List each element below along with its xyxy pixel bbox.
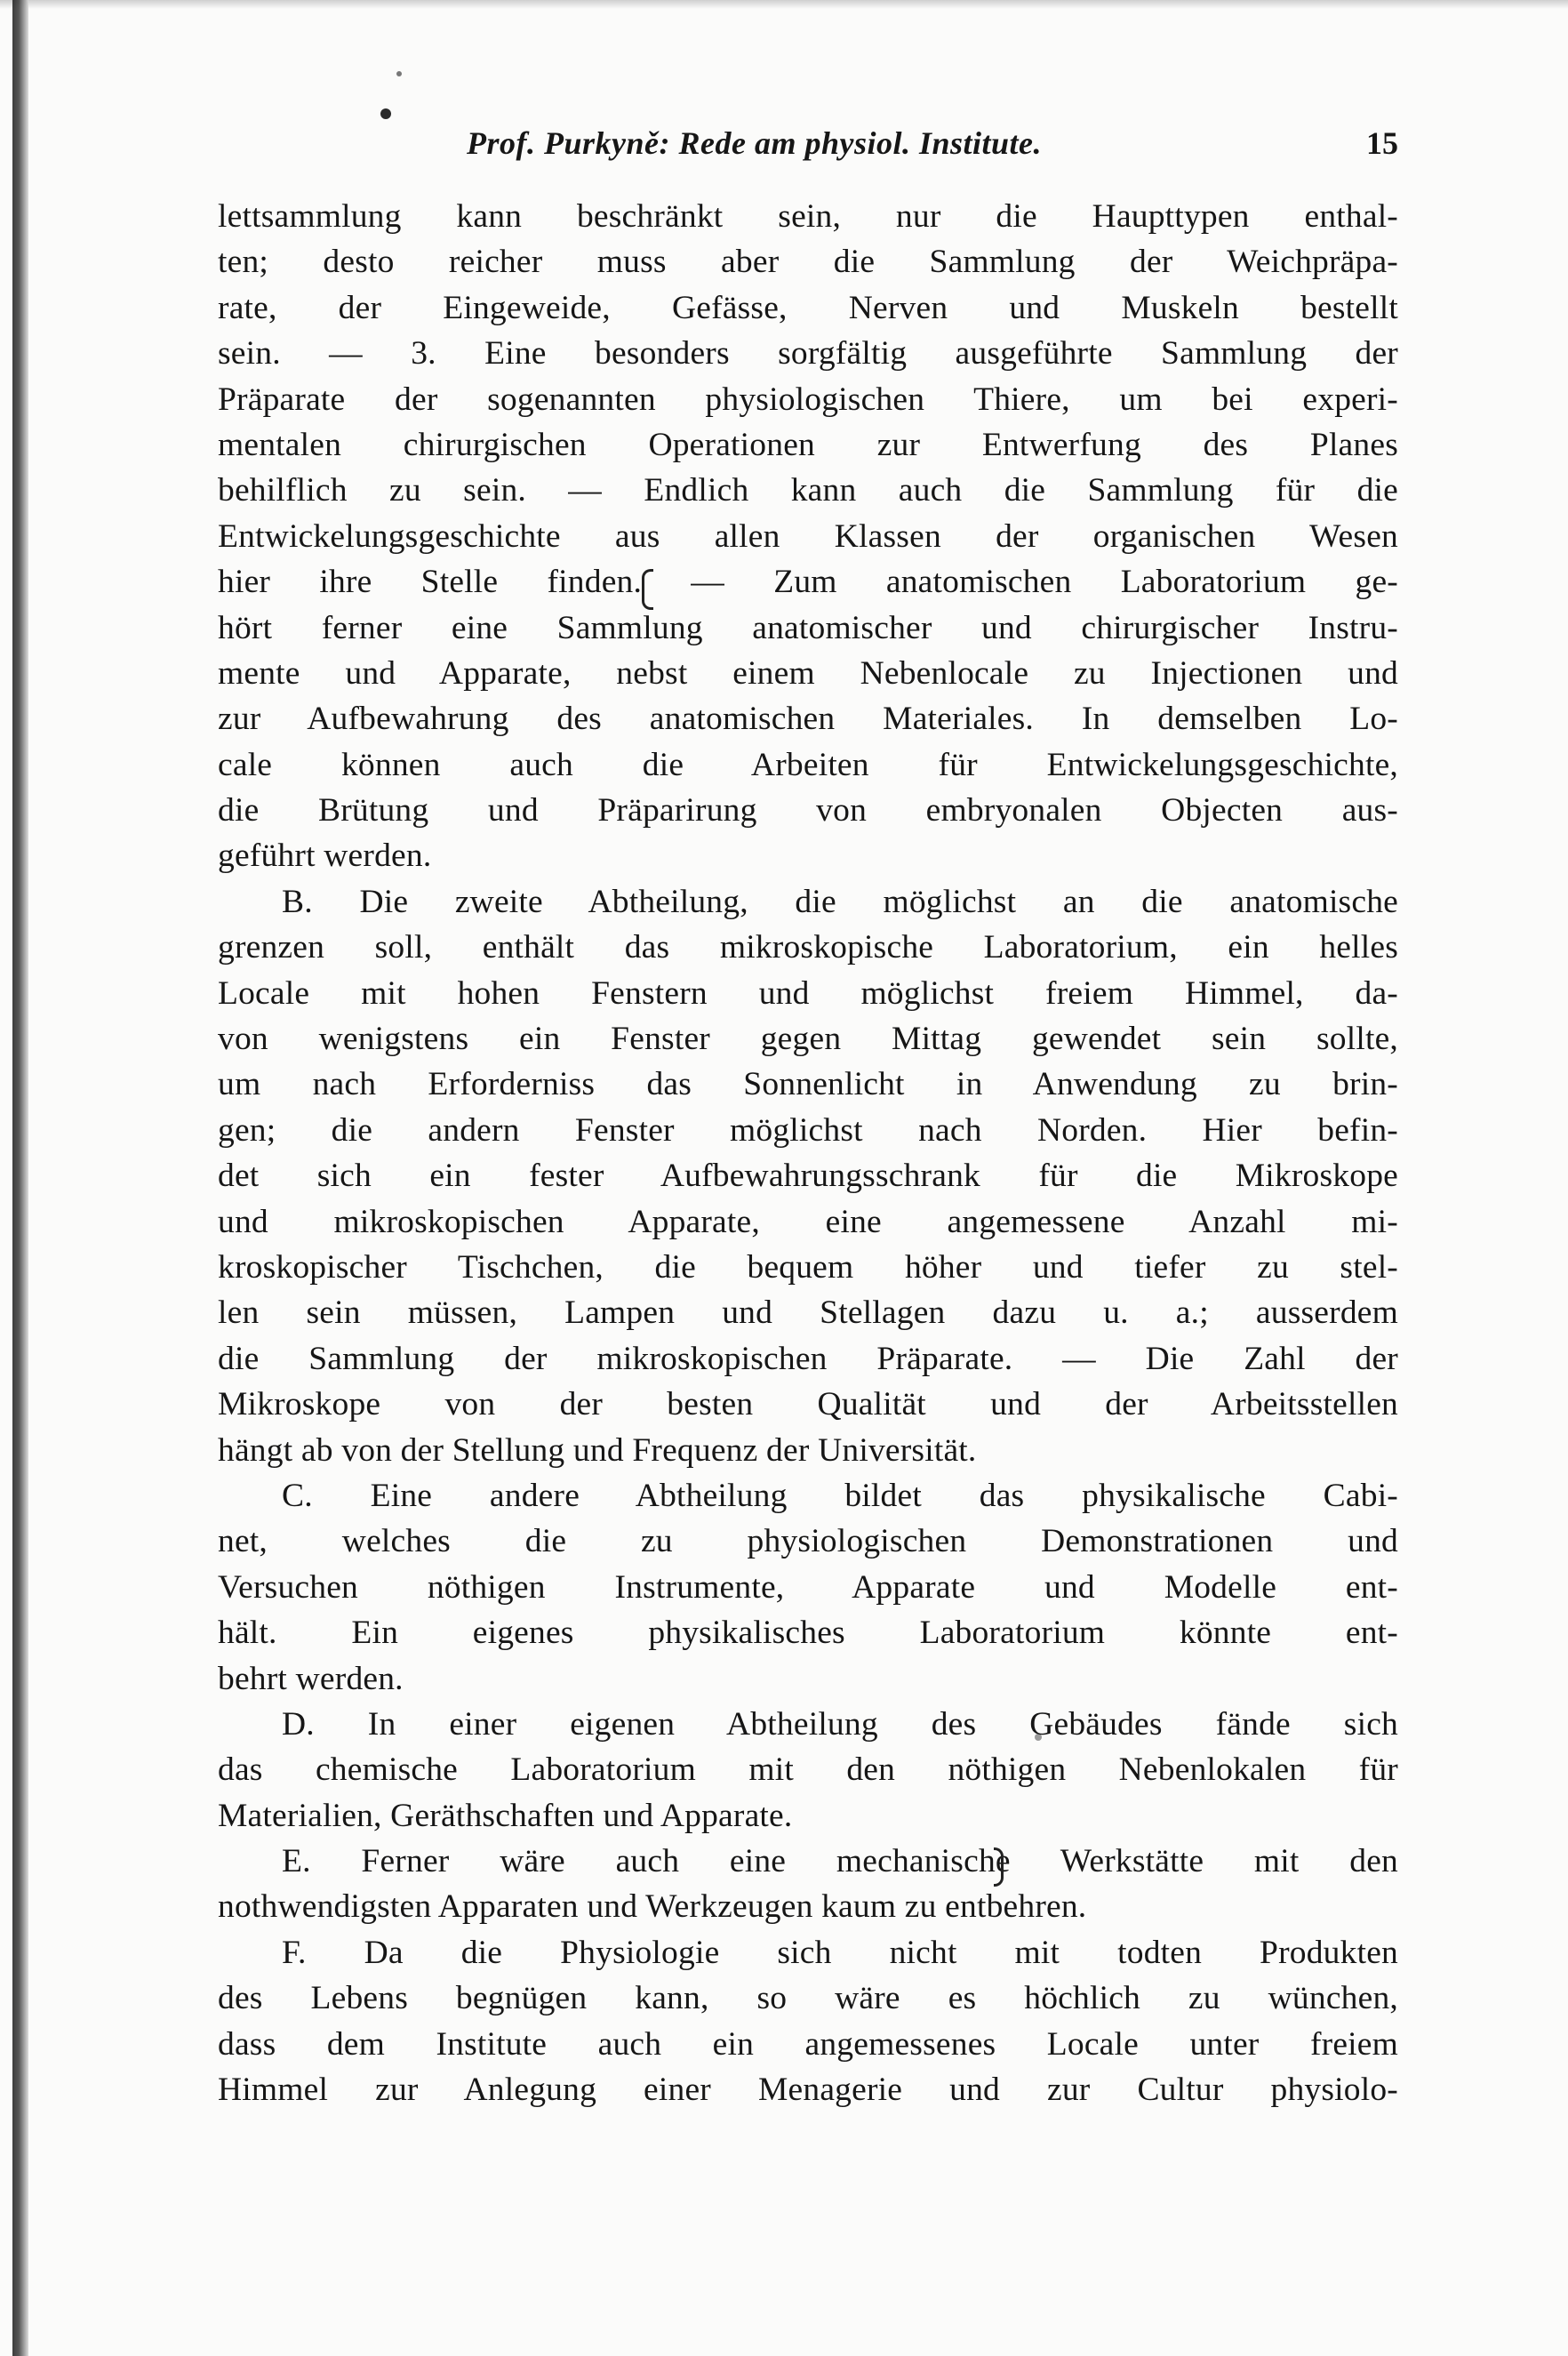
text-line: grenzen soll, enthält das mikroskopische Laboratorium, ein helles bbox=[218, 929, 1398, 966]
text-line: kroskopischer Tischchen, die bequem höher und tiefer zu stel- bbox=[218, 1248, 1398, 1286]
text-line: mentalen chirurgischen Operationen zur Entwerfung des Planes bbox=[218, 426, 1398, 463]
ink-speck bbox=[380, 108, 391, 119]
section-d-first-line: D. In einer eigenen Abtheilung des Gebäudes fände sich bbox=[282, 1705, 1398, 1743]
pencil-bracket-mark bbox=[642, 569, 653, 610]
text-line: cale können auch die Arbeiten für Entwickelungsgeschichte, bbox=[218, 746, 1398, 783]
text-line: hört ferner eine Sammlung anatomischer und chirurgischer Instru- bbox=[218, 609, 1398, 646]
pencil-bracket-mark bbox=[994, 1847, 1004, 1887]
scan-shadow-left bbox=[12, 0, 28, 2356]
text-line: behilflich zu sein. — Endlich kann auch die Sammlung für die bbox=[218, 472, 1398, 509]
text-line: len sein müssen, Lampen und Stellagen dazu u. a.; ausserdem bbox=[218, 1294, 1398, 1332]
body-text bbox=[218, 194, 1398, 2112]
page-number: 15 bbox=[1366, 125, 1398, 161]
text-line: dass dem Institute auch ein angemessenes Locale unter freiem bbox=[218, 2025, 1398, 2063]
text-line: Präparate der sogenannten physiologischen Thiere, um bei experi- bbox=[218, 381, 1398, 418]
section-c-first-line: C. Eine andere Abtheilung bildet das physikalische Cabi- bbox=[282, 1477, 1398, 1514]
section-e-first-line: E. Ferner wäre auch eine mechanische Werkstätte mit den bbox=[282, 1843, 1398, 1880]
text-line: lettsammlung kann beschränkt sein, nur die Haupttypen enthal- bbox=[218, 198, 1398, 235]
text-line: die Brütung und Präparirung von embryonalen Objecten aus- bbox=[218, 792, 1398, 829]
ink-speck bbox=[396, 71, 402, 76]
text-line: und mikroskopischen Apparate, eine angemessene Anzahl mi- bbox=[218, 1203, 1398, 1240]
text-line: hält. Ein eigenes physikalisches Laboratorium könnte ent- bbox=[218, 1615, 1398, 1652]
page-header bbox=[218, 124, 1398, 174]
text-line: det sich ein fester Aufbewahrungsschrank für die Mikroskope bbox=[218, 1158, 1398, 1195]
paragraph-end-line: nothwendigsten Apparaten und Werkzeugen kaum zu entbehren. bbox=[218, 1888, 1087, 1926]
text-line: Himmel zur Anlegung einer Menagerie und zur Cultur physiolo- bbox=[218, 2072, 1398, 2109]
text-line: Locale mit hohen Fenstern und möglichst freiem Himmel, da- bbox=[218, 974, 1398, 1012]
text-line: Versuchen nöthigen Instrumente, Apparate und Modelle ent- bbox=[218, 1568, 1398, 1606]
text-line: die Sammlung der mikroskopischen Präparate. — Die Zahl der bbox=[218, 1340, 1398, 1377]
text-line: gen; die andern Fenster möglichst nach Norden. Hier befin- bbox=[218, 1111, 1398, 1149]
text-line: hier ihre Stelle finden. — Zum anatomischen Laboratorium ge- bbox=[218, 564, 1398, 601]
paragraph-end-line: hängt ab von der Stellung und Frequenz der Universität. bbox=[218, 1431, 977, 1469]
section-b-first-line: B. Die zweite Abtheilung, die möglichst an die anatomische bbox=[282, 883, 1398, 920]
text-line: des Lebens begnügen kann, so wäre es höchlich zu wünchen, bbox=[218, 1980, 1398, 2017]
text-line: das chemische Laboratorium mit den nöthigen Nebenlokalen für bbox=[218, 1751, 1398, 1789]
text-line: von wenigstens ein Fenster gegen Mittag gewendet sein sollte, bbox=[218, 1021, 1398, 1058]
text-line: Mikroskope von der besten Qualität und der Arbeitsstellen bbox=[218, 1386, 1398, 1423]
text-line: sein. — 3. Eine besonders sorgfältig ausgeführte Sammlung der bbox=[218, 335, 1398, 373]
paragraph-end-line: behrt werden. bbox=[218, 1660, 404, 1697]
text-line: zur Aufbewahrung des anatomischen Materiales. In demselben Lo- bbox=[218, 701, 1398, 738]
text-line: mente und Apparate, nebst einem Nebenlocale zu Injectionen und bbox=[218, 654, 1398, 692]
text-line: um nach Erforderniss das Sonnenlicht in Anwendung zu brin- bbox=[218, 1066, 1398, 1103]
text-line: net, welches die zu physiologischen Demonstrationen und bbox=[218, 1523, 1398, 1560]
scan-shadow-top bbox=[0, 0, 1568, 9]
paragraph-end-line: geführt werden. bbox=[218, 837, 432, 875]
text-line: ten; desto reicher muss aber die Sammlung der Weichpräpa- bbox=[218, 244, 1398, 281]
paragraph-end-line: Materialien, Geräthschaften und Apparate. bbox=[218, 1797, 793, 1834]
running-title: Prof. Purkyně: Rede am physiol. Institute. bbox=[467, 125, 1043, 161]
section-f-first-line: F. Da die Physiologie sich nicht mit todten Produkten bbox=[282, 1934, 1398, 1971]
text-line: Entwickelungsgeschichte aus allen Klassen der organischen Wesen bbox=[218, 517, 1398, 555]
text-line: rate, der Eingeweide, Gefässe, Nerven und Muskeln bestellt bbox=[218, 289, 1398, 326]
